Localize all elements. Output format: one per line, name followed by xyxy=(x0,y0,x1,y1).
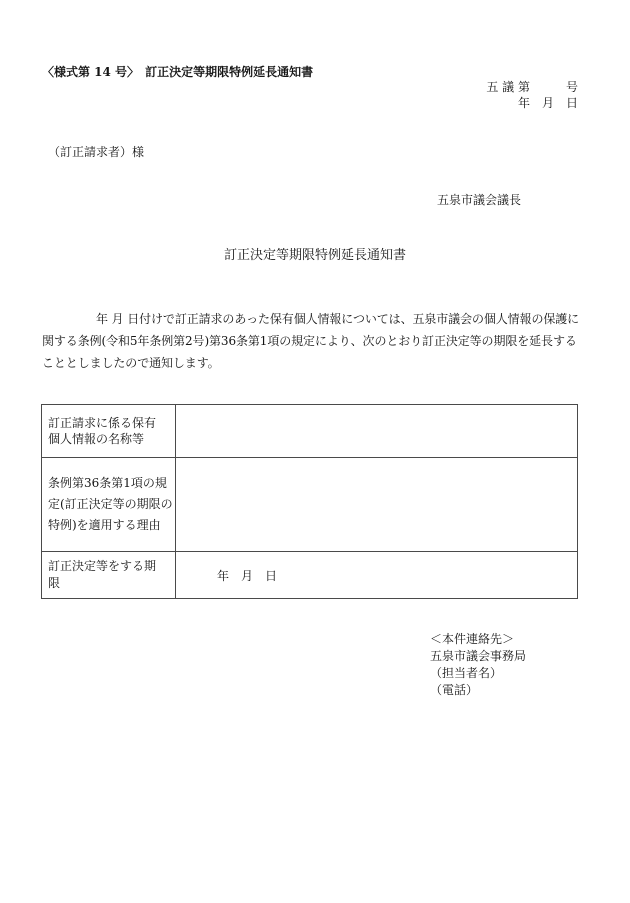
row-label-line: 定(訂正決定等の期限の xyxy=(48,497,173,511)
document-title: 訂正決定等期限特例延長通知書 xyxy=(223,248,406,263)
form-name: 訂正決定等期限特例延長通知書 xyxy=(145,65,314,79)
row-label-line: 条例第36条第1項の規 xyxy=(48,476,167,490)
contact-heading: ＜本件連絡先＞ xyxy=(430,632,515,646)
form-header xyxy=(42,65,313,79)
table-row xyxy=(42,552,578,599)
form-number: 〈様式第 14 号〉 xyxy=(42,65,140,79)
sender: 五泉市議会議長 xyxy=(437,193,522,207)
contact-office: 五泉市議会事務局 xyxy=(430,649,527,663)
body-text-line: こととしましたので通知します。 xyxy=(42,356,220,370)
row-label-line: 訂正請求に係る保有 xyxy=(48,416,157,430)
contact-person: （担当者名） xyxy=(430,666,503,680)
row-label-reason xyxy=(42,458,176,552)
body-text-line: 関する条例(令和5年条例第2号)第36条第1項の規定により、次のとおり訂正決定等の期限を延長する xyxy=(42,334,577,348)
row-value-reason xyxy=(176,458,578,552)
table-row xyxy=(42,405,578,458)
document-number: 五 議 第 号 xyxy=(486,80,578,94)
row-value-deadline: 年 月 日 xyxy=(176,552,578,599)
body-text-line: 年 月 日付けで訂正請求のあった保有個人情報については、五泉市議会の個人情報の保護に xyxy=(96,312,580,326)
table-row xyxy=(42,458,578,552)
document-date: 年 月 日 xyxy=(517,96,578,110)
row-label-line: 特例)を適用する理由 xyxy=(48,518,161,532)
recipient: （訂正請求者）様 xyxy=(48,145,145,159)
info-table xyxy=(41,404,578,599)
contact-phone: （電話） xyxy=(430,683,479,697)
row-value-information-name xyxy=(176,405,578,458)
row-label-line: 訂正決定等をする期 xyxy=(48,559,157,573)
row-label-line: 限 xyxy=(48,576,61,590)
row-label-information-name xyxy=(42,405,176,458)
contact-block xyxy=(430,631,526,699)
row-label-line: 個人情報の名称等 xyxy=(48,432,145,446)
row-label-deadline xyxy=(42,552,176,599)
